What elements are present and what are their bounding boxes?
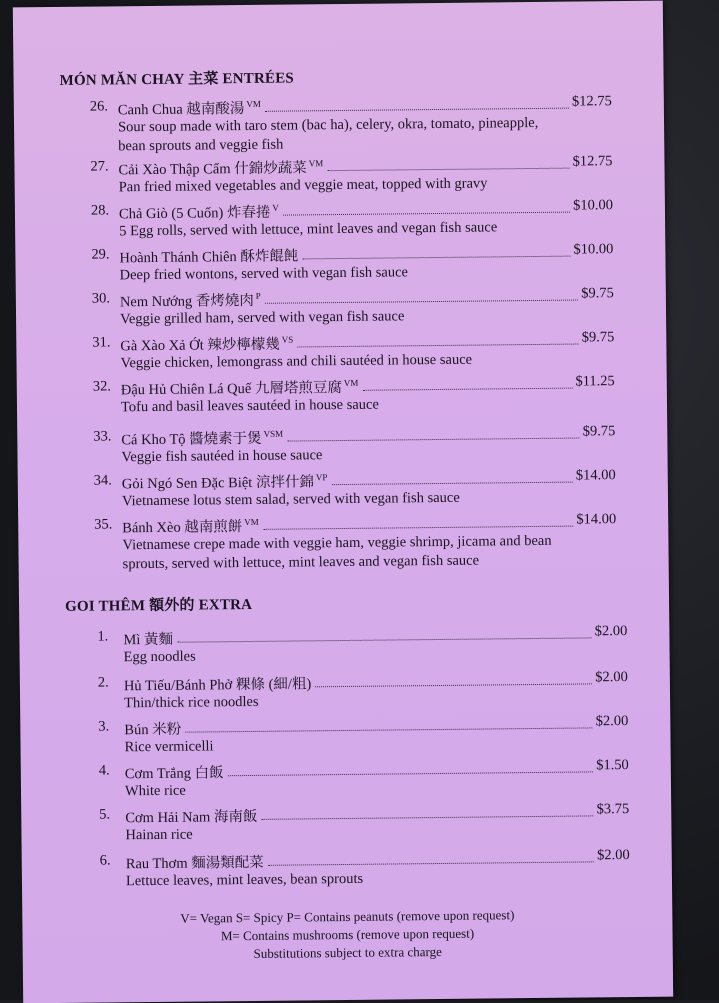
item-name <box>122 515 259 537</box>
item-name-text: Mì 黃麵 <box>123 631 174 649</box>
item-name-text: Cá Kho Tộ 醬燒素于煲 <box>121 430 262 449</box>
item-name-text: Canh Chua 越南酸湯 <box>117 101 245 119</box>
legend-line: V= Vegan S= Spicy P= Contains peanuts (remove upon request) <box>180 907 515 926</box>
item-description: Vietnamese crepe made with veggie ham, veggie shrimp, jicama and bean <box>122 532 552 554</box>
leader-dots <box>328 168 570 172</box>
extra-item <box>20 669 670 712</box>
item-name <box>118 97 261 119</box>
entrees-item <box>17 423 667 466</box>
diet-tag: VM <box>244 517 259 528</box>
diet-tag: VSM <box>263 428 284 439</box>
entrees-item <box>18 511 668 573</box>
entrees-item <box>18 467 668 510</box>
legend-line: Substitutions subject to extra charge <box>253 943 442 961</box>
entrees-item <box>16 329 666 372</box>
item-description: sprouts, served with lettuce, mint leaves and vegan fish sauce <box>122 552 480 573</box>
leader-dots <box>263 526 573 530</box>
item-price: $11.25 <box>575 373 615 390</box>
item-description: Rice vermicelli <box>124 738 214 756</box>
leader-dots <box>363 388 573 391</box>
item-description: Hainan rice <box>125 826 193 844</box>
item-name-text: Chả Giò (5 Cuốn) 炸春捲 <box>118 204 271 223</box>
diet-tag: P <box>255 291 261 302</box>
diet-tag: VM <box>308 158 324 169</box>
item-price: $2.00 <box>594 623 628 640</box>
entrees-item <box>15 241 665 284</box>
item-number: 32. <box>92 378 111 395</box>
leader-dots <box>332 482 573 486</box>
diet-tag: VM <box>343 378 359 389</box>
entrees-item <box>16 285 666 328</box>
item-price: $14.00 <box>575 467 616 484</box>
item-price: $14.00 <box>576 511 617 528</box>
item-name-text: Cơm Hải Nam 海南飯 <box>125 808 258 827</box>
item-description: 5 Egg rolls, served with lettuce, mint leaves and vegan fish sauce <box>119 219 498 240</box>
item-price: $3.75 <box>596 801 630 818</box>
item-number: 31. <box>92 334 111 351</box>
diet-tag: VP <box>315 472 328 483</box>
extra-item <box>21 801 671 844</box>
leader-dots <box>265 108 569 112</box>
item-name-text: Hoành Thánh Chiên 酥炸餛飩 <box>119 248 299 267</box>
item-description: Pan fried mixed vegetables and veggie meat, topped with gravy <box>118 175 488 196</box>
item-description: Sour soup made with taro stem (bac ha), celery, okra, tomato, pineapple, <box>117 114 539 136</box>
item-number: 33. <box>93 428 112 445</box>
item-description: Lettuce leaves, mint leaves, bean sprouts <box>125 870 364 890</box>
item-price: $1.50 <box>596 757 629 774</box>
item-number: 6. <box>99 852 111 869</box>
item-price: $10.00 <box>572 197 613 214</box>
item-price: $12.75 <box>572 153 613 170</box>
item-name <box>124 718 181 740</box>
item-number: 5. <box>99 806 111 823</box>
entrees-item <box>17 373 667 416</box>
item-number: 27. <box>90 158 109 175</box>
item-number: 1. <box>97 628 109 645</box>
item-name-text: Cơm Trắng 白飯 <box>124 765 224 783</box>
item-name-text: Gà Xào Xả Ớt 辣炒檸檬幾 <box>120 336 280 355</box>
item-price: $2.00 <box>595 669 628 686</box>
leader-dots <box>177 637 591 642</box>
item-price: $2.00 <box>595 713 629 730</box>
item-description: Veggie fish sautéed in house sauce <box>121 447 323 466</box>
item-name-text: Nem Nướng 香烤燒肉 <box>119 292 254 311</box>
item-number: 34. <box>93 472 112 489</box>
item-description: Deep fried wontons, served with vegan fish sauce <box>119 264 408 284</box>
item-number: 3. <box>98 718 110 735</box>
item-description: Tofu and basil leaves sautéed in house sauce <box>120 396 379 416</box>
extra-section-title: GOI THÊM 額外的 EXTRA <box>64 596 253 615</box>
item-number: 29. <box>91 246 110 263</box>
item-name <box>120 289 261 311</box>
item-description: Egg noodles <box>123 648 196 666</box>
leader-dots <box>265 300 578 304</box>
diet-tag: VM <box>246 99 261 110</box>
leader-dots <box>297 344 578 348</box>
leader-dots <box>315 683 592 687</box>
entrees-item <box>14 153 664 196</box>
item-number: 30. <box>91 290 111 307</box>
item-number: 2. <box>97 674 109 691</box>
item-description: Thin/thick rice noodles <box>124 693 259 712</box>
item-name <box>125 805 257 827</box>
item-number: 35. <box>94 516 113 533</box>
item-number: 26. <box>89 98 109 115</box>
item-name <box>125 761 224 783</box>
diet-tag: VS <box>281 334 294 345</box>
entrees-item <box>14 93 664 155</box>
item-name-text: Hủ Tiếu/Bánh Phở 粿條 (細/粗) <box>123 676 312 695</box>
entrees-section-title: MÓN MĂN CHAY 主菜 ENTRÉES <box>59 70 294 89</box>
leader-dots <box>228 771 593 776</box>
item-description: White rice <box>124 782 186 800</box>
leader-dots <box>268 861 594 865</box>
item-price: $9.75 <box>581 329 615 346</box>
diet-tag: V <box>272 202 279 213</box>
item-price: $9.75 <box>582 423 616 440</box>
item-name <box>126 851 264 873</box>
item-description: Vietnamese lotus stem salad, served with vegan fish sauce <box>121 489 460 510</box>
item-price: $10.00 <box>573 241 614 258</box>
extra-item <box>20 713 670 756</box>
menu-sheet <box>13 1 673 1003</box>
leader-dots <box>302 256 570 260</box>
item-price: $2.00 <box>597 847 630 864</box>
item-name-text: Đậu Hủ Chiên Lá Quế 九層塔煎豆腐 <box>120 380 342 399</box>
item-name-text: Gỏi Ngó Sen Đặc Biệt 涼拌什錦 <box>121 474 314 493</box>
item-price: $12.75 <box>571 93 612 110</box>
leader-dots <box>185 727 592 732</box>
item-description: Veggie grilled ham, served with vegan fish sauce <box>119 308 405 328</box>
item-description: Veggie chicken, lemongrass and chili sautéed in house sauce <box>120 351 473 372</box>
item-name <box>123 628 173 650</box>
item-name-text: Rau Thơm 麵湯類配菜 <box>125 854 264 873</box>
entrees-item <box>15 197 665 240</box>
item-number: 28. <box>90 202 110 219</box>
item-name-text: Bún 米粉 <box>124 721 182 739</box>
item-number: 4. <box>98 762 110 779</box>
item-name-text: Bánh Xèo 越南煎餅 <box>122 519 243 537</box>
item-description: bean sprouts and veggie fish <box>118 136 284 155</box>
extra-item <box>22 847 672 890</box>
legend-line: M= Contains mushrooms (remove upon request) <box>220 925 475 944</box>
leader-dots <box>283 212 570 216</box>
leader-dots <box>287 438 579 442</box>
item-name-text: Cải Xào Thập Cẩm 什錦炒蔬菜 <box>118 160 307 179</box>
item-price: $9.75 <box>581 285 614 302</box>
item-name <box>124 672 312 695</box>
leader-dots <box>261 815 593 819</box>
extra-item <box>21 757 671 800</box>
extra-item <box>19 623 669 666</box>
